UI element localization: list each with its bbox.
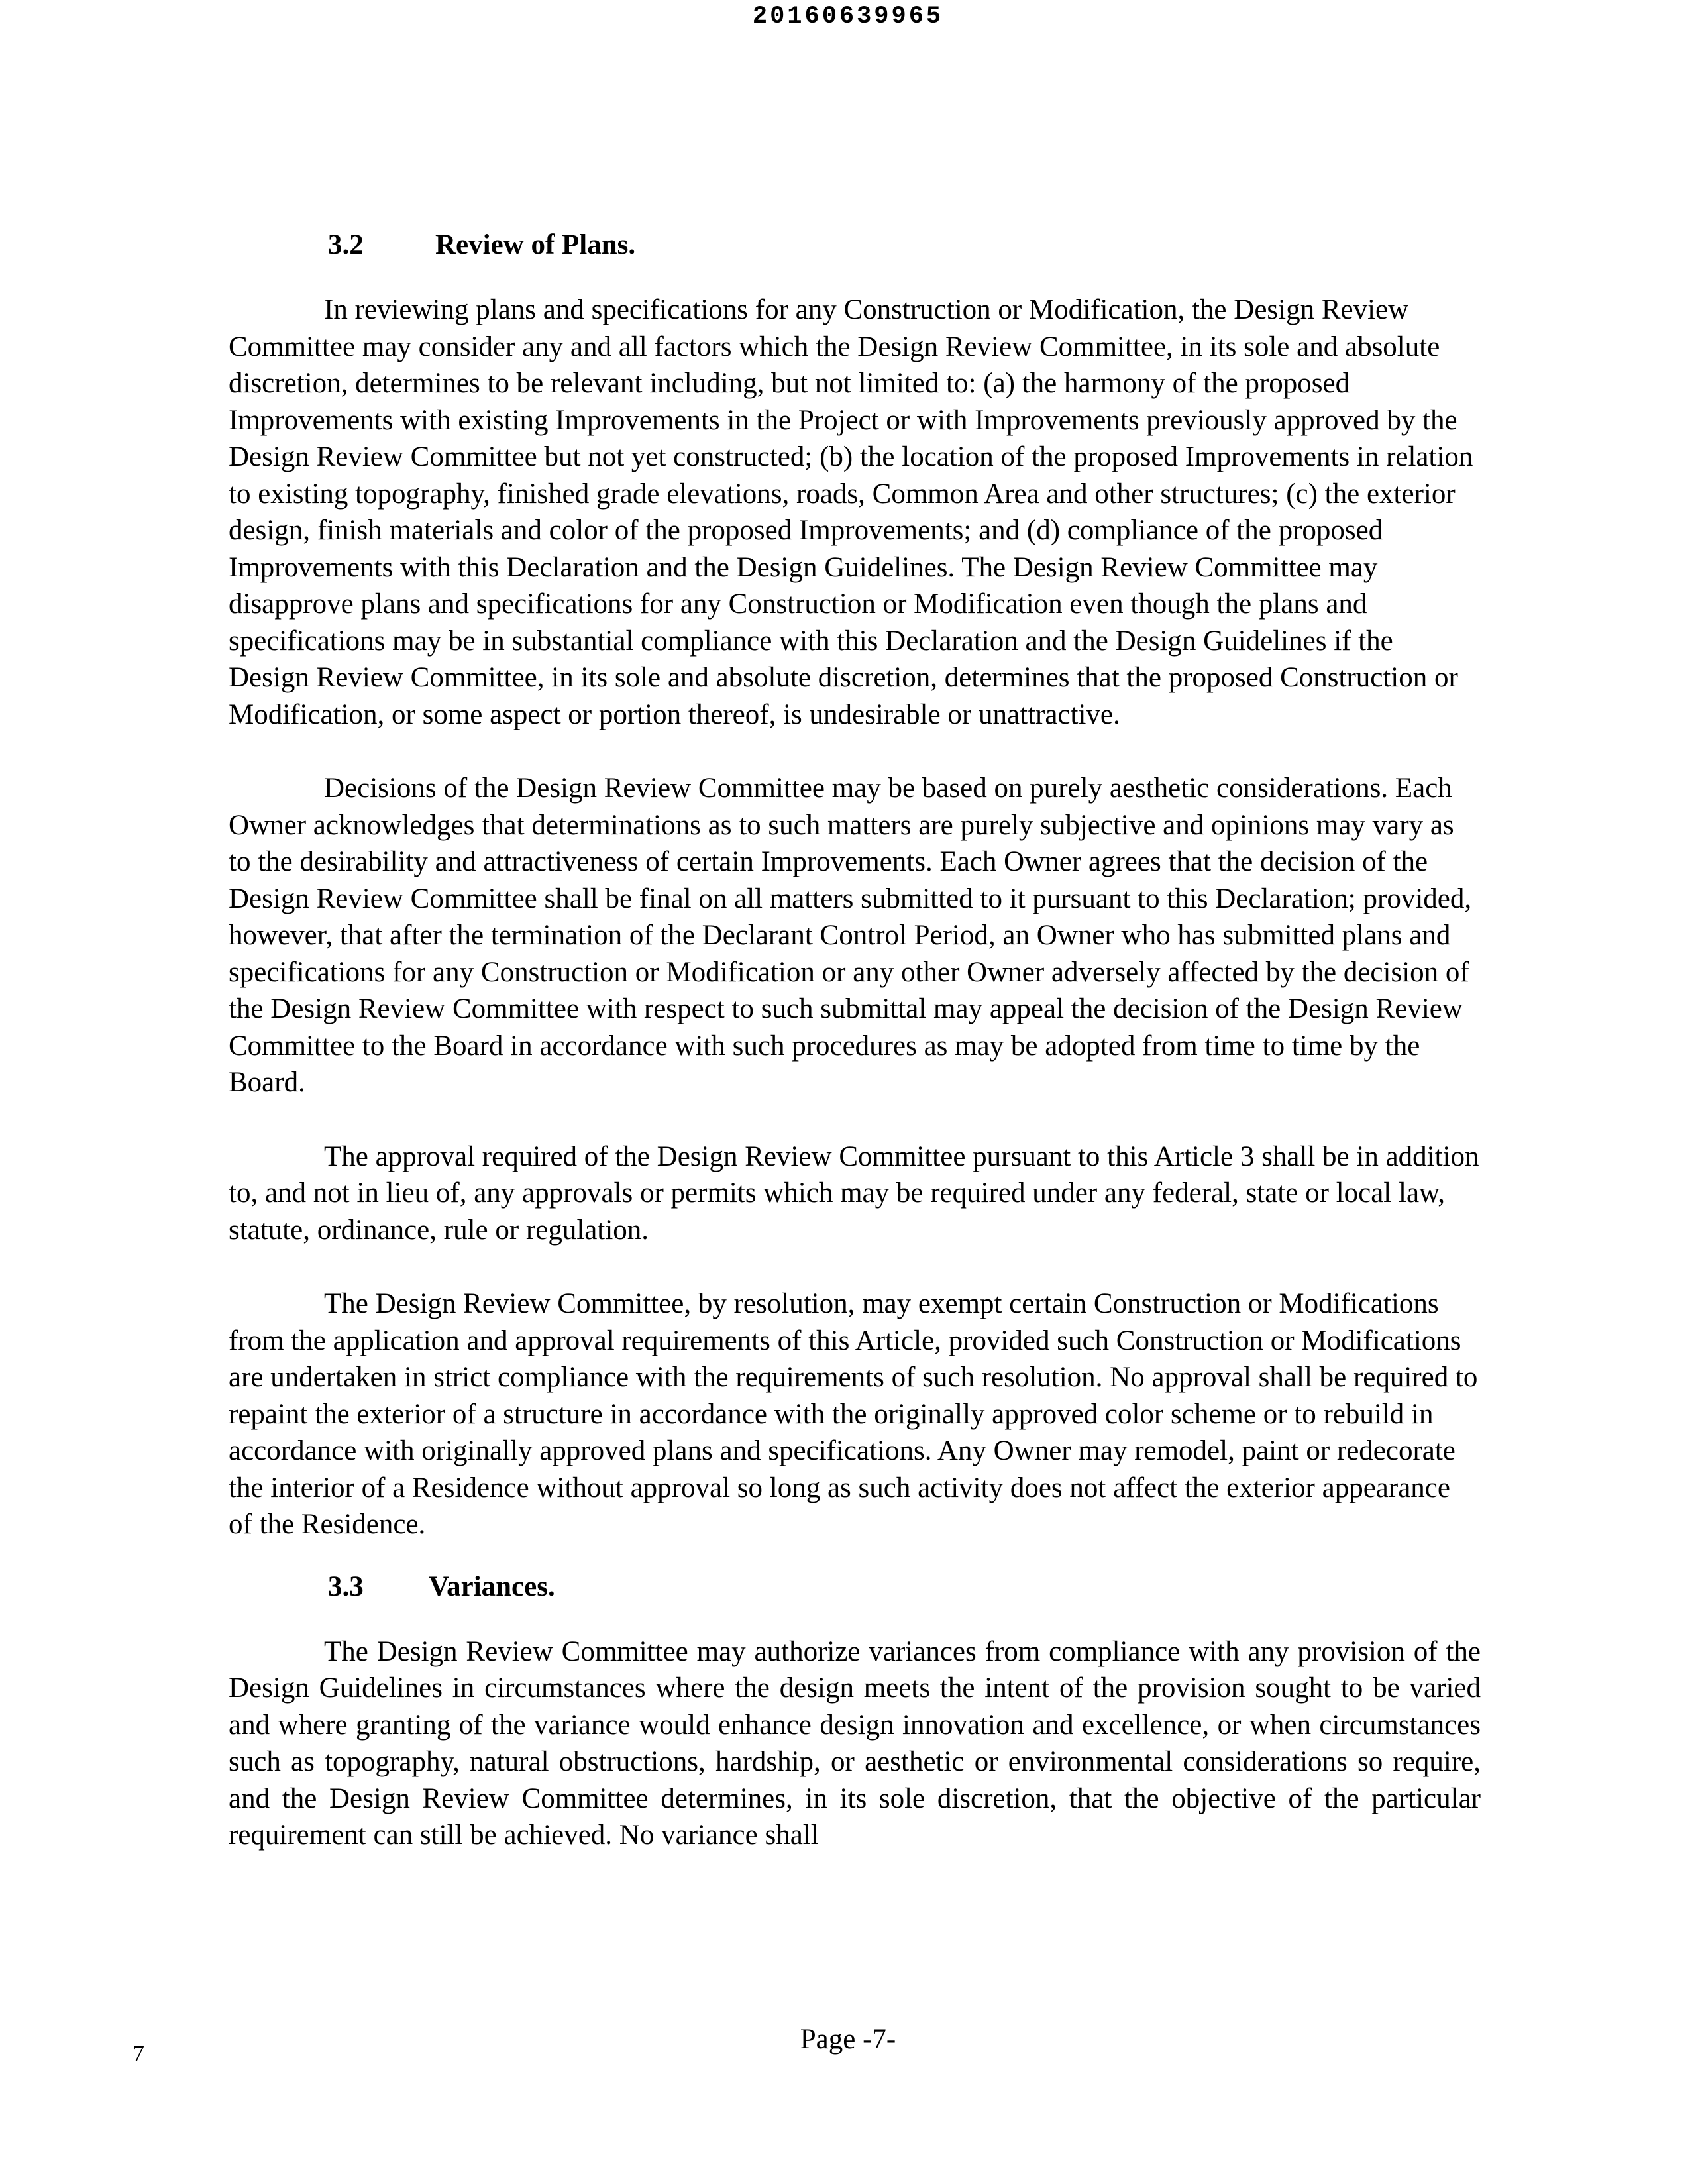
paragraph-exemptions: The Design Review Committee, by resolution, may exempt certain Construction or Modifications from the application and approval requirements of this Article, provided such Construction or Modifications are undertaken in strict compliance with the requirements of such resolution. No approval shall be required to repaint the exterior of a structure in accordance with the originally approved color scheme or to rebuild in accordance with originally approved plans and specifications. Any Owner may remodel, paint or redecorate the interior of a Residence without approval so long as such activity does not affect the exterior appearance of the Residence. (229, 1288, 1478, 1540)
section-number: 3.2 (328, 229, 364, 260)
document-body (229, 225, 1481, 1854)
section-heading-3-2 (229, 225, 1481, 265)
paragraph-variances: The Design Review Committee may authorize variances from compliance with any provision of the Design Guidelines in circumstances where the design meets the intent of the provision sought to be varied and where granting of the variance would enhance design innovation and excellence, or when circumstances such as topography, natural obstructions, hardship, or aesthetic or environmental considerations so require, and the Design Review Committee determines, in its sole discretion, that the objective of the particular requirement can still be achieved. No variance shall (229, 1635, 1481, 1851)
section-heading-3-3 (229, 1567, 1481, 1607)
margin-page-number: 7 (132, 2040, 144, 2067)
section-number: 3.3 (328, 1570, 364, 1602)
section-title: Variances. (429, 1570, 555, 1602)
page-footer: Page -7- (800, 2024, 896, 2055)
paragraph-review-factors: In reviewing plans and specifications for any Construction or Modification, the Design Review Committee may consider any and all factors which the Design Review Committee, in its sole and absolute discretion, determines to be relevant including, but not limited to: (a) the harmony of the proposed Improvements with existing Improvements in the Project or with Improvements previously approved by the Design Review Committee but not yet constructed; (b) the location of the proposed Improvements in relation to existing topography, finished grade elevations, roads, Common Area and other structures; (c) the exterior design, finish materials and color of the proposed Improvements; and (d) compliance of the proposed Improvements with this Declaration and the Design Guidelines. The Design Review Committee may disapprove plans and specifications for any Construction or Modification even though the plans and specifications may be in substantial compliance with this Declaration and the Design Guidelines if the Design Review Committee, in its sole and absolute discretion, determines that the proposed Construction or Modification, or some aspect or portion thereof, is undesirable or unattractive. (229, 294, 1473, 730)
paragraph-approval-required: The approval required of the Design Review Committee pursuant to this Article 3 shall be in addition to, and not in lieu of, any approvals or permits which may be required under any federal, state or local law, statute, ordinance, rule or regulation. (229, 1140, 1479, 1246)
section-title: Review of Plans. (435, 229, 636, 260)
document-number: 20160639965 (752, 3, 944, 30)
paragraph-decisions: Decisions of the Design Review Committee may be based on purely aesthetic considerations. Each Owner acknowledges that determinations as to such matters are purely subjective and opinions may vary as to the desirability and attractiveness of certain Improvements. Each Owner agrees that the decision of the Design Review Committee shall be final on all matters submitted to it pursuant to this Declaration; provided, however, that after the termination of the Declarant Control Period, an Owner who has submitted plans and specifications for any Construction or Modification or any other Owner adversely affected by the decision of the Design Review Committee with respect to such submittal may appeal the decision of the Design Review Committee to the Board in accordance with such procedures as may be adopted from time to time by the Board. (229, 773, 1472, 1098)
